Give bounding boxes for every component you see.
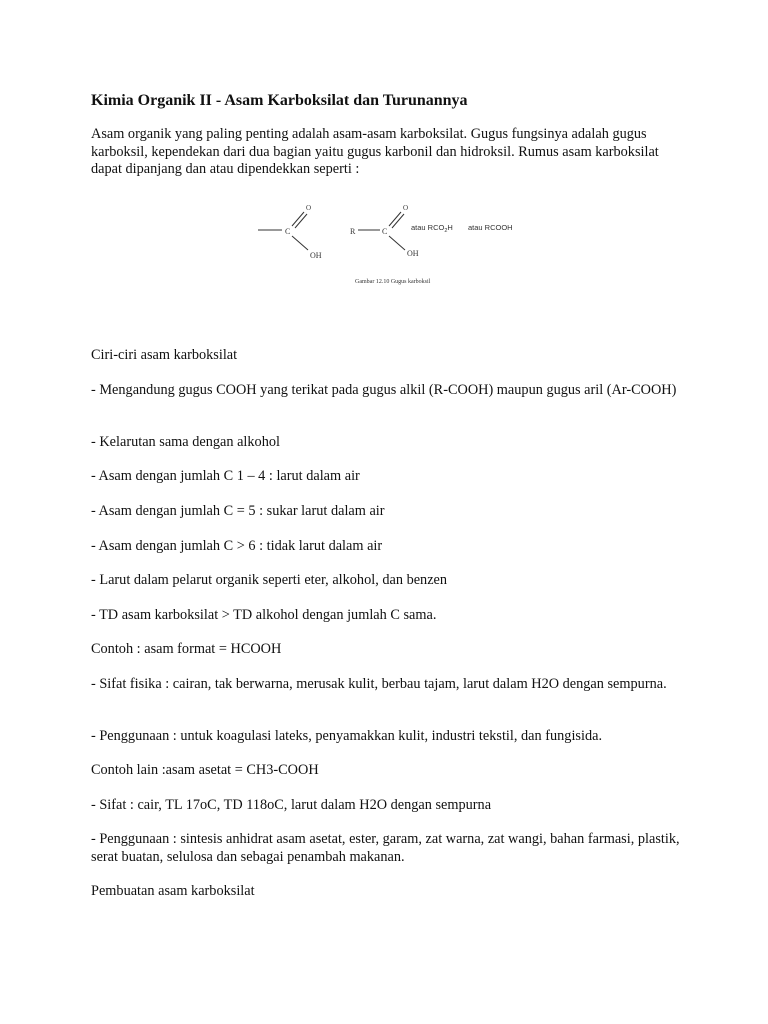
example-heading-asetat: Contoh lain :asam asetat = CH3-COOH (91, 762, 319, 778)
list-item: - Asam dengan jumlah C 1 – 4 : larut dalam air (91, 468, 360, 484)
section-heading-ciri-ciri: Ciri-ciri asam karboksilat (91, 347, 238, 363)
list-item: - Penggunaan : untuk koagulasi lateks, penyamakkan kulit, industri tekstil, dan fungisida. (91, 728, 603, 744)
right-oxygen-label: O (403, 204, 409, 212)
list-item: - TD asam karboksilat > TD alkohol dengan jumlah C sama. (91, 607, 437, 623)
section-heading-pembuatan: Pembuatan asam karboksilat (91, 883, 255, 899)
list-item: - Asam dengan jumlah C = 5 : sukar larut dalam air (91, 503, 385, 519)
left-hydroxyl-label: OH (310, 251, 322, 260)
right-r-label: R (350, 227, 356, 236)
alt-formula-rco2h: atau $RCO_2H$ (411, 223, 453, 234)
right-carbon-label: C (382, 227, 388, 236)
list-item: - Kelarutan sama dengan alkohol (91, 434, 280, 450)
figure-caption: Gambar 12.10 Gugus karboksil (355, 279, 431, 285)
left-oxygen-label: O (306, 204, 312, 212)
list-item: - Sifat fisika : cairan, tak berwarna, merusak kulit, berbau tajam, larut dalam H2O dengan sempurna. (91, 676, 667, 692)
right-hydroxyl-label: OH (407, 249, 419, 258)
list-item: - Mengandung gugus COOH yang terikat pada gugus alkil (R-COOH) maupun gugus aril (Ar-COOH) (91, 382, 677, 398)
list-item: - Penggunaan : sintesis anhidrat asam asetat, ester, garam, zat warna, zat wangi, bahan farmasi, plastik, serat buatan, selulosa dan sebagai penambah makanan. (91, 831, 680, 865)
left-carbon-label: C (285, 227, 291, 236)
list-item: - Sifat : cair, TL 17oC, TD 118oC, larut dalam H2O dengan sempurna (91, 797, 492, 813)
list-item: - Asam dengan jumlah C > 6 : tidak larut dalam air (91, 538, 383, 554)
page-title: Kimia Organik II - Asam Karboksilat dan Turunannya (91, 92, 468, 109)
intro-paragraph: Asam organik yang paling penting adalah asam-asam karboksilat. Gugus fungsinya adalah gugus karboksil, kependekan dari dua bagian yaitu gugus karbonil dan hidroksil. Rumus asam karboksilat dapat dipanjang dan atau dipendekkan seperti : (91, 126, 659, 177)
list-item: - Larut dalam pelarut organik seperti eter, alkohol, dan benzen (91, 572, 448, 588)
example-heading-format: Contoh : asam format = HCOOH (91, 641, 282, 657)
carboxyl-structure-diagram (250, 198, 530, 290)
carboxyl-group-figure (250, 198, 530, 290)
alt-formula-rcooh: atau RCOOH (468, 223, 513, 232)
